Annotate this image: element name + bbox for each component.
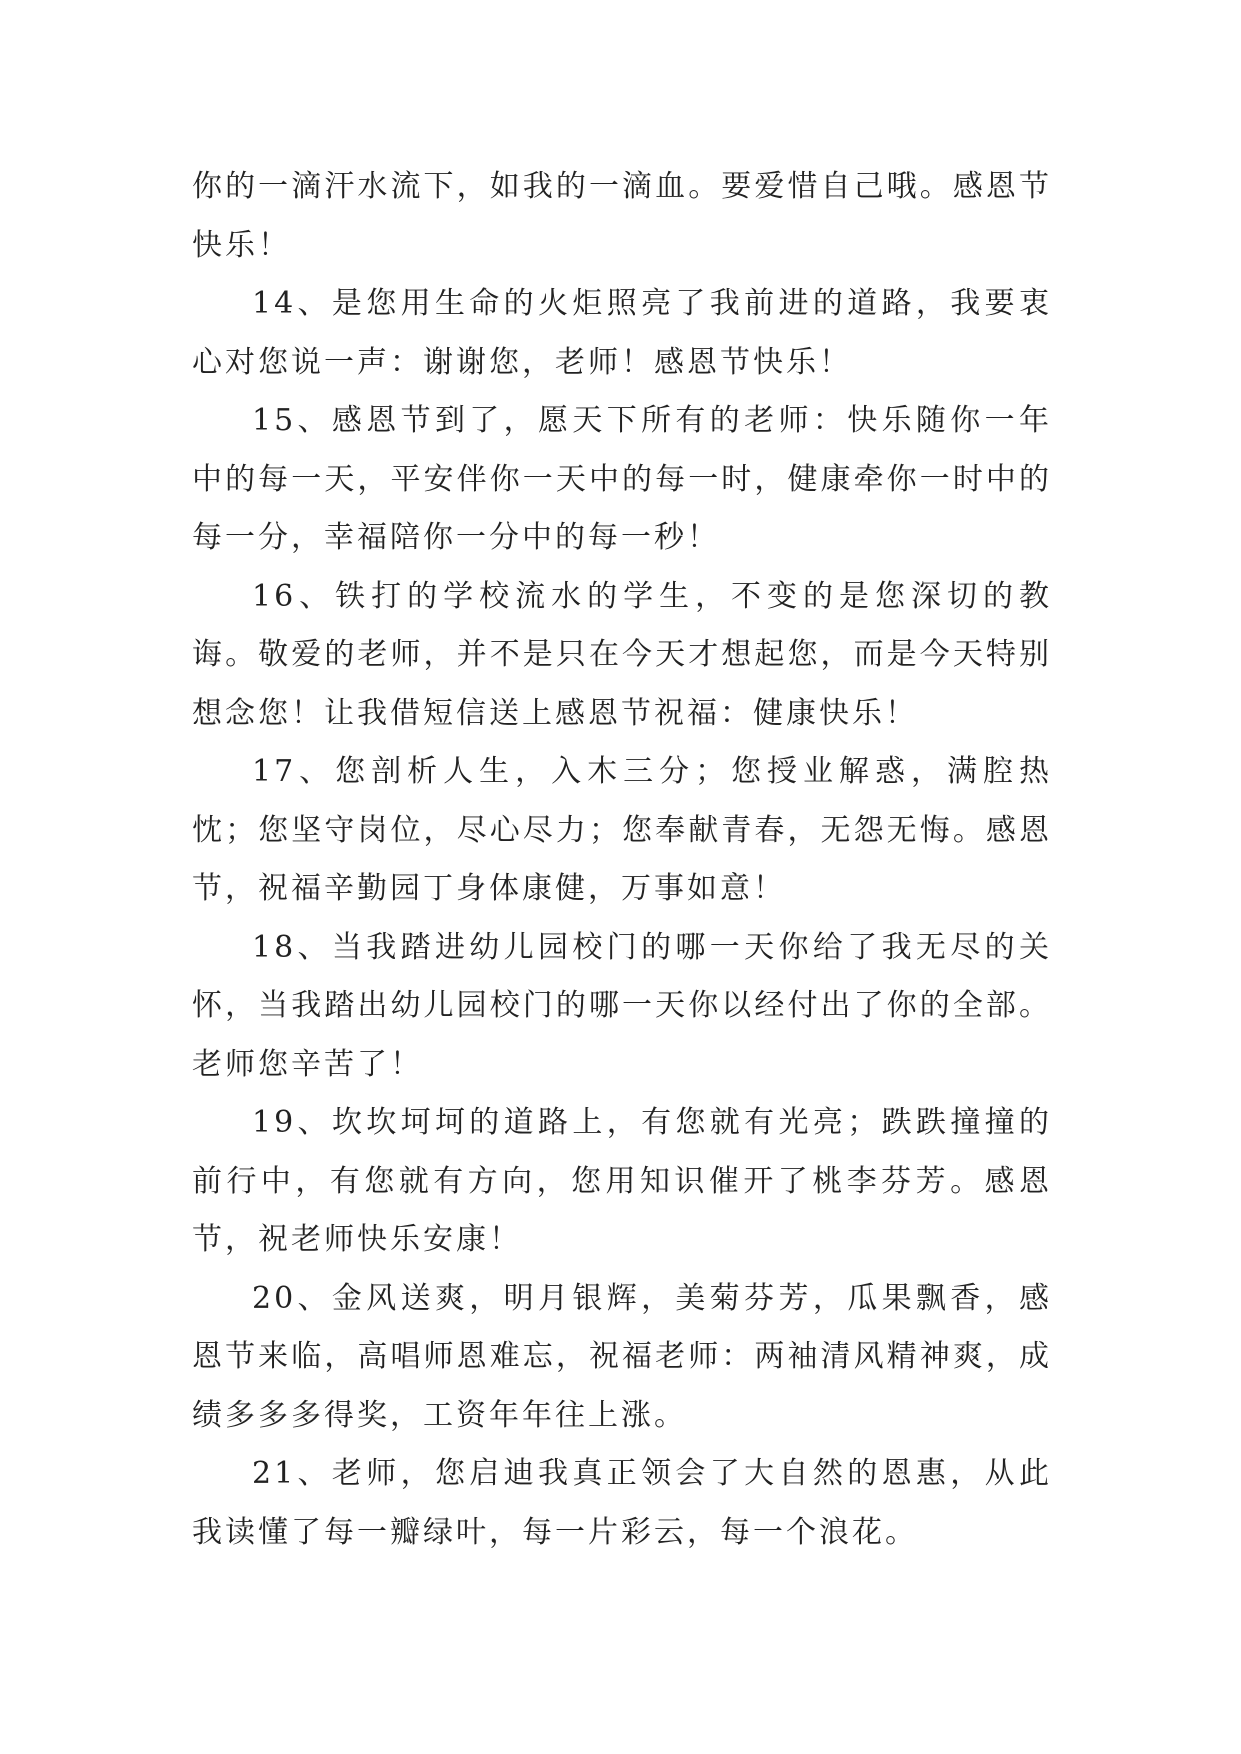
paragraph-item-14: 14、是您用生命的火炬照亮了我前进的道路，我要衷心对您说一声：谢谢您，老师！感恩节快乐！ — [192, 286, 1052, 380]
paragraph-item-20: 20、金风送爽，明月银辉，美菊芬芳，瓜果飘香，感恩节来临，高唱师恩难忘，祝福老师：两袖清风精神爽，成绩多多多得奖，工资年年往上涨。 — [192, 1280, 1052, 1433]
paragraph-continuation: 你的一滴汗水流下，如我的一滴血。要爱惜自己哦。感恩节快乐！ — [192, 169, 1052, 263]
document-body — [192, 158, 1052, 1562]
paragraph-item-16: 16、铁打的学校流水的学生，不变的是您深切的教诲。敬爱的老师，并不是只在今天才想起您，而是今天特别想念您！让我借短信送上感恩节祝福：健康快乐！ — [192, 578, 1052, 731]
paragraph-item-15: 15、感恩节到了，愿天下所有的老师：快乐随你一年中的每一天，平安伴你一天中的每一时，健康牵你一时中的每一分，幸福陪你一分中的每一秒！ — [192, 403, 1052, 555]
paragraph-item-17: 17、您剖析人生，入木三分；您授业解惑，满腔热忱；您坚守岗位，尽心尽力；您奉献青春，无怨无悔。感恩节，祝福辛勤园丁身体康健，万事如意！ — [192, 754, 1052, 906]
paragraph-item-19: 19、坎坎坷坷的道路上，有您就有光亮；跌跌撞撞的前行中，有您就有方向，您用知识催开了桃李芬芳。感恩节，祝老师快乐安康！ — [192, 1105, 1052, 1257]
paragraph-item-21: 21、老师，您启迪我真正领会了大自然的恩惠，从此我读懂了每一瓣绿叶，每一片彩云，每一个浪花。 — [192, 1456, 1052, 1550]
paragraph-item-18: 18、当我踏进幼儿园校门的哪一天你给了我无尽的关怀，当我踏出幼儿园校门的哪一天你以经付出了你的全部。老师您辛苦了！ — [192, 929, 1052, 1082]
